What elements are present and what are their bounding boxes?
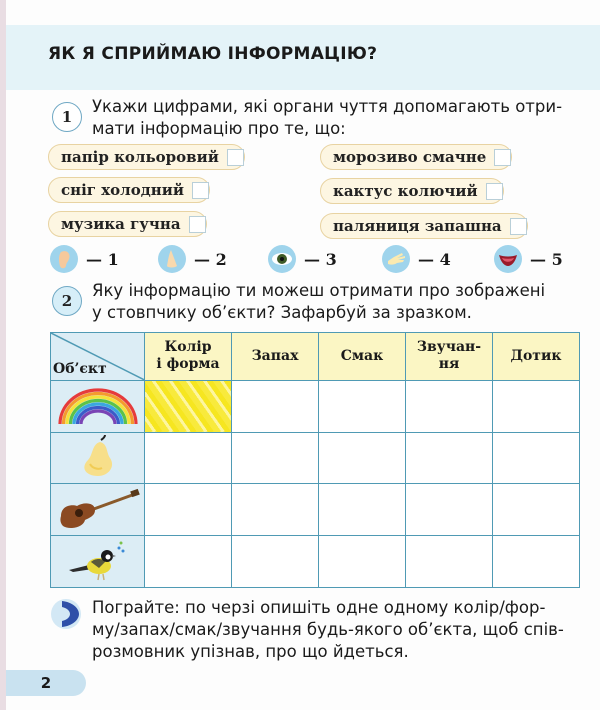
eye-icon: [268, 245, 296, 273]
chip-label: кактус колючий: [333, 182, 478, 200]
column-header: [145, 333, 232, 381]
task1-text-line2: мати інформацію про те, що:: [92, 119, 346, 138]
answer-chip: [48, 177, 210, 203]
pear-icon: [68, 434, 128, 478]
game-text-line3: розмовник упізнав, про що йдеться.: [92, 642, 409, 661]
answer-cell[interactable]: [232, 536, 319, 588]
task2-text-line1: Яку інформацію ти можеш отримати про зображені: [92, 281, 546, 300]
answer-box[interactable]: [192, 182, 209, 199]
column-header: [319, 333, 406, 381]
answer-cell[interactable]: [232, 484, 319, 536]
answer-cell[interactable]: [493, 484, 580, 536]
answer-cell[interactable]: [232, 380, 319, 432]
bird-icon: [55, 538, 141, 582]
sense-number: — 1: [86, 249, 119, 269]
answer-cell[interactable]: [406, 536, 493, 588]
table-row: [51, 380, 580, 432]
page-number: 2: [6, 670, 86, 696]
answer-cell[interactable]: [493, 432, 580, 484]
rainbow-icon: [55, 382, 141, 426]
sense-number: — 3: [304, 249, 337, 269]
table-header-row: [51, 333, 580, 381]
page-edge: [0, 0, 6, 710]
answer-cell[interactable]: [232, 432, 319, 484]
answer-cell[interactable]: [145, 432, 232, 484]
answer-cell[interactable]: [319, 484, 406, 536]
sense-legend-item: [268, 245, 337, 273]
answer-cell[interactable]: [406, 432, 493, 484]
answer-chip: [320, 144, 512, 170]
game-icon: [50, 598, 82, 630]
answer-box[interactable]: [227, 149, 244, 166]
answer-cell[interactable]: [145, 536, 232, 588]
answer-cell[interactable]: [145, 484, 232, 536]
sense-legend-item: [158, 245, 227, 273]
answer-cell[interactable]: [319, 536, 406, 588]
ear-icon: [50, 245, 78, 273]
column-header: [232, 333, 319, 381]
guitar-icon: [55, 486, 141, 530]
object-cell: [51, 432, 145, 484]
sense-number: — 4: [418, 249, 451, 269]
answer-cell[interactable]: [406, 380, 493, 432]
object-cell: [51, 536, 145, 588]
chip-label: морозиво смачне: [333, 148, 487, 166]
sense-number: — 2: [194, 249, 227, 269]
header-line: Запах: [251, 347, 299, 364]
header-line: Звучан-: [416, 339, 482, 356]
sense-legend-item: [50, 245, 119, 273]
table-row: [51, 432, 580, 484]
column-header: [406, 333, 493, 381]
answer-box[interactable]: [486, 183, 503, 200]
game-text-line1: Пограйте: по черзі опишіть одне одному колір/фор-: [92, 598, 546, 617]
chip-label: паляниця запашна: [333, 217, 502, 235]
header-line: ня: [438, 356, 460, 373]
task2-text-line2: у стовпчику об’єкти? Зафарбуй за зразком.: [92, 303, 472, 322]
answer-box[interactable]: [494, 149, 511, 166]
object-cell: [51, 484, 145, 536]
task2-text: [92, 280, 545, 324]
sense-number: — 5: [530, 249, 563, 269]
answer-cell[interactable]: [493, 536, 580, 588]
answer-box[interactable]: [510, 218, 527, 235]
answer-cell[interactable]: [406, 484, 493, 536]
answer-cell[interactable]: [319, 380, 406, 432]
game-text: [92, 597, 564, 663]
chip-label: папір кольоровий: [61, 148, 219, 166]
game-text-line2: му/запах/смак/звучання будь-якого об’єкта, щоб спів-: [92, 620, 564, 639]
corner-label: Об’єкт: [53, 360, 107, 377]
answer-chip: [320, 178, 504, 204]
answer-chip: [48, 144, 245, 170]
answer-chip: [48, 211, 207, 237]
task-number-2: 2: [52, 286, 82, 316]
sense-legend-item: [494, 245, 563, 273]
header-line: Дотик: [510, 347, 562, 364]
chip-label: музика гучна: [61, 215, 181, 233]
mouth-icon: [494, 245, 522, 273]
answer-chip: [320, 213, 528, 239]
answer-cell[interactable]: [319, 432, 406, 484]
object-cell: [51, 380, 145, 432]
answer-cell[interactable]: [493, 380, 580, 432]
nose-icon: [158, 245, 186, 273]
table-row: [51, 484, 580, 536]
hand-icon: [382, 245, 410, 273]
task1-text: [92, 96, 562, 140]
header-line: і форма: [156, 356, 220, 373]
senses-table: [50, 332, 580, 588]
header-line: Колір: [164, 339, 212, 356]
column-header: [493, 333, 580, 381]
table-row: [51, 536, 580, 588]
header-line: Смак: [340, 347, 384, 364]
chip-label: сніг холодний: [61, 181, 184, 199]
answer-cell-filled[interactable]: [145, 380, 232, 432]
answer-box[interactable]: [189, 216, 206, 233]
object-column-header: [51, 333, 145, 381]
page-title: ЯК Я СПРИЙМАЮ ІНФОРМАЦІЮ?: [48, 44, 378, 64]
task-number-1: 1: [52, 102, 82, 132]
task1-text-line1: Укажи цифрами, які органи чуття допомагають отри-: [92, 97, 563, 116]
sense-legend-item: [382, 245, 451, 273]
